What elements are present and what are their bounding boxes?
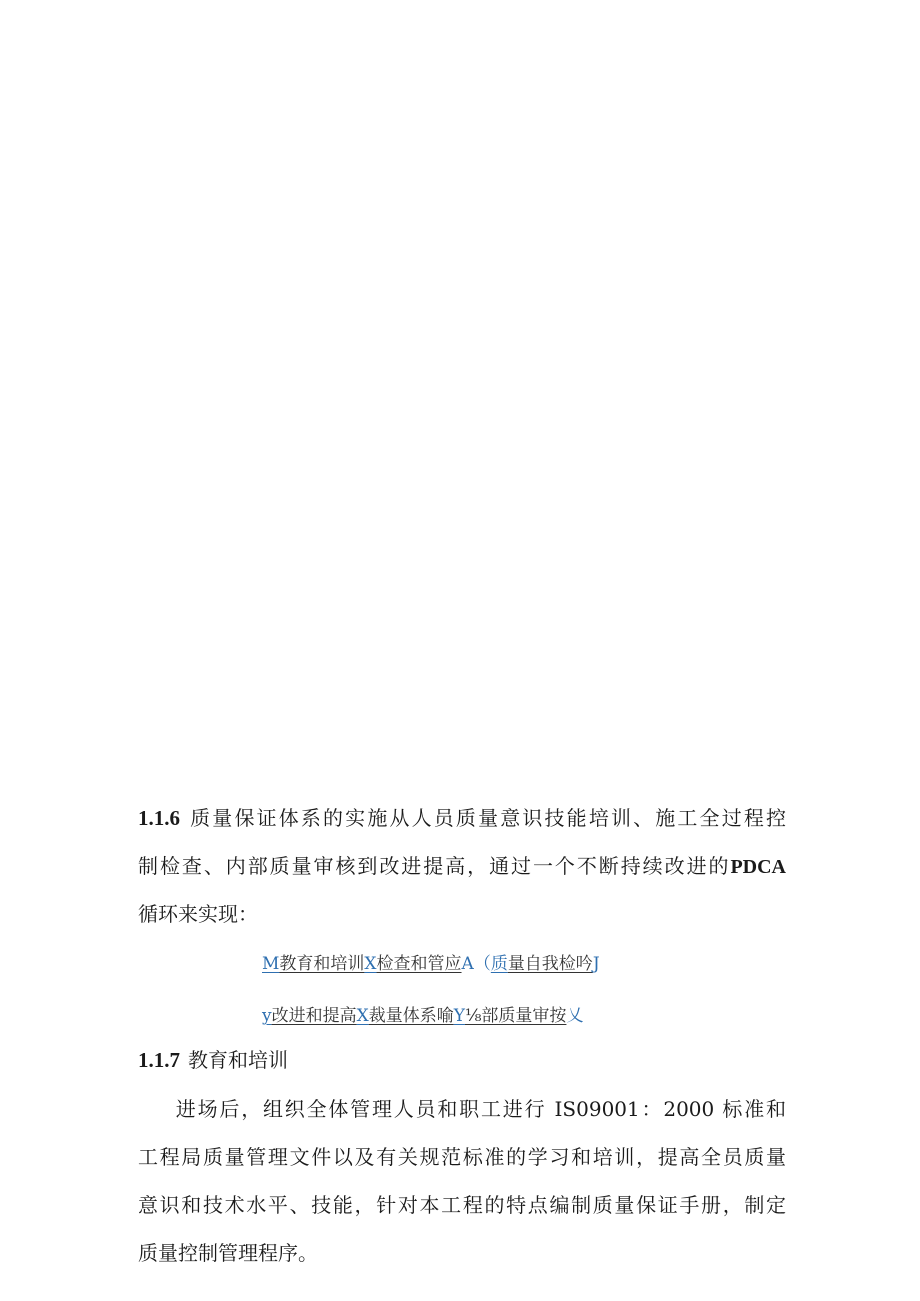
flow-step-improve: 改进和提高 bbox=[271, 1006, 357, 1026]
section-1-1-6-line-3 bbox=[138, 904, 258, 924]
section-title: 教育和培训 bbox=[188, 1048, 288, 1072]
section-1-1-6-line-1 bbox=[138, 808, 786, 828]
flow-marker: 乂 bbox=[566, 1006, 584, 1026]
flow-marker: A bbox=[461, 954, 474, 974]
pdca-flow-row-1 bbox=[262, 949, 600, 974]
body-line-4 bbox=[138, 1237, 786, 1266]
section-text: 循环来实现： bbox=[138, 902, 258, 926]
body-text: 工程局质量管理文件以及有关规范标准的学习和培训，提高全员质量 bbox=[138, 1145, 786, 1169]
body-text: 进场后，组织全体管理人员和职工进行 IS09001：2000 标准和 bbox=[174, 1097, 786, 1121]
flow-bracket: （ bbox=[473, 954, 491, 974]
pdca-term: PDCA bbox=[730, 856, 786, 878]
section-number: 1.1.6 bbox=[138, 806, 180, 830]
pdca-flow-row-2 bbox=[262, 1001, 583, 1026]
flow-char: 质 bbox=[490, 954, 508, 974]
flow-marker: Y bbox=[453, 1006, 465, 1026]
section-text: 制检查、内部质量审核到改进提高，通过一个不断持续改进的 bbox=[138, 854, 731, 878]
body-line-1 bbox=[138, 1093, 786, 1122]
flow-marker: X bbox=[364, 954, 377, 974]
flow-step-education: 教育和培训 bbox=[279, 954, 365, 974]
flow-marker: J bbox=[592, 954, 600, 974]
flow-marker: X bbox=[356, 1006, 369, 1026]
section-number: 1.1.7 bbox=[138, 1048, 180, 1072]
flow-step-audit: ⅛部质量审按 bbox=[464, 1006, 567, 1026]
section-1-1-6-line-2 bbox=[138, 856, 786, 877]
body-line-2 bbox=[138, 1141, 786, 1170]
flow-step-system: 裁量体系喻 bbox=[368, 1006, 454, 1026]
body-line-3 bbox=[138, 1189, 786, 1218]
body-text: 意识和技术水平、技能，针对本工程的特点编制质量保证手册，制定 bbox=[138, 1193, 786, 1217]
flow-marker: M bbox=[262, 954, 280, 974]
section-1-1-7-heading bbox=[138, 1044, 288, 1073]
section-text: 质量保证体系的实施从人员质量意识技能培训、施工全过程控 bbox=[188, 806, 786, 830]
body-text: 质量控制管理程序。 bbox=[138, 1241, 318, 1265]
flow-step-inspection: 检查和管应 bbox=[376, 954, 462, 974]
flow-marker: y bbox=[262, 1006, 272, 1026]
flow-step-self-check: 量自我检吟 bbox=[507, 954, 593, 974]
